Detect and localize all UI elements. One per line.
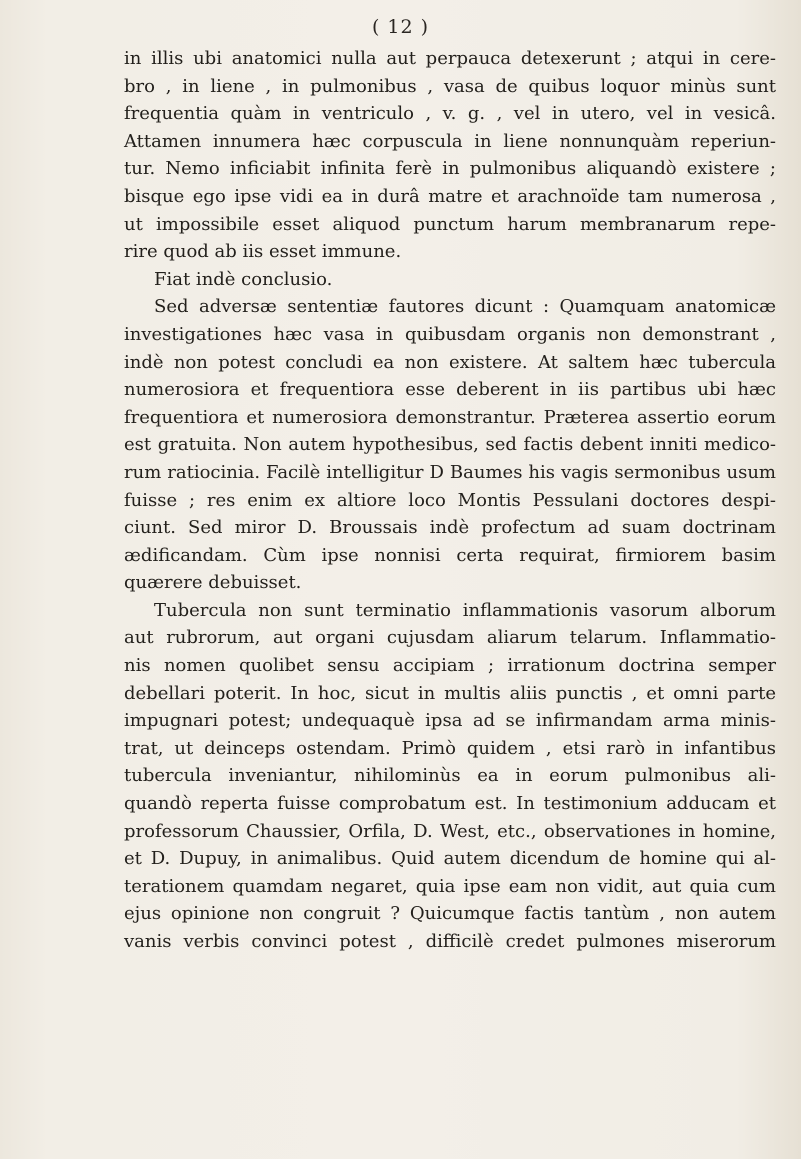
text-line: Attamen innumera hæc corpuscula in liene nonnunquàm reperiun- — [124, 130, 776, 152]
text-line: fuisse ; res enim ex altiore loco Montis Pessulani doctores despi- — [124, 489, 776, 511]
text-line: quærere debuisset. — [124, 572, 302, 594]
text-line: rum ratiocinia. Facilè intelligitur D Baumes his vagis sermonibus usum — [124, 461, 776, 483]
text-line: ejus opinione non congruit ? Quicumque factis tantùm , non autem — [124, 903, 776, 925]
text-line: nis nomen quolibet sensu accipiam ; irrationum doctrina semper — [124, 655, 776, 677]
text-line: Sed adversæ sententiæ fautores dicunt : Quamquam anatomicæ — [154, 296, 776, 318]
text-line: aut rubrorum, aut organi cujusdam aliarum telarum. Inflammatio- — [124, 627, 776, 649]
text-line: professorum Chaussier, Orfila, D. West, etc., observationes in homine, — [124, 820, 776, 842]
text-line: trat, ut deinceps ostendam. Primò quidem , etsi rarò in infantibus — [124, 737, 776, 759]
text-line: numerosiora et frequentiora esse deberent in iis partibus ubi hæc — [124, 379, 776, 401]
text-line: investigationes hæc vasa in quibusdam organis non demonstrant , — [124, 323, 776, 345]
text-line: terationem quamdam negaret, quia ipse eam non vidit, aut quia cum — [124, 875, 776, 897]
text-line: frequentia quàm in ventriculo , v. g. , vel in utero, vel in vesicâ. — [124, 103, 776, 125]
text-line: bro , in liene , in pulmonibus , vasa de quibus loquor minùs sunt — [124, 75, 776, 97]
page-number: ( 12 ) — [371, 16, 430, 38]
text-line: ut impossibile esset aliquod punctum harum membranarum repe- — [124, 213, 776, 235]
body-text — [124, 45, 776, 956]
text-line: Tubercula non sunt terminatio inflammationis vasorum alborum — [154, 599, 776, 621]
text-line: ciunt. Sed miror D. Broussais indè profectum ad suam doctrinam — [124, 517, 776, 539]
text-line: est gratuita. Non autem hypothesibus, sed factis debent inniti medico- — [124, 434, 776, 456]
text-line: frequentiora et numerosiora demonstrantur. Præterea assertio eorum — [124, 406, 776, 428]
text-line: indè non potest concludi ea non existere. At saltem hæc tubercula — [124, 351, 776, 373]
text-line: vanis verbis convinci potest , difficilè credet pulmones miserorum — [124, 931, 776, 952]
text-line: Fiat indè conclusio. — [154, 268, 333, 290]
text-line: impugnari potest; undequaquè ipsa ad se infirmandam arma minis- — [124, 710, 776, 732]
text-line: quandò reperta fuisse comprobatum est. In testimonium adducam et — [124, 793, 776, 815]
text-line: debellari poterit. In hoc, sicut in multis aliis punctis , et omni parte — [124, 682, 776, 704]
text-line: ædificandam. Cùm ipse nonnisi certa requirat, firmiorem basim — [124, 544, 776, 566]
text-line: tur. Nemo inficiabit infinita ferè in pulmonibus aliquandò existere ; — [124, 158, 776, 180]
text-line: tubercula inveniantur, nihilominùs ea in eorum pulmonibus ali- — [124, 765, 776, 787]
text-line: rire quod ab iis esset immune. — [124, 241, 402, 263]
text-line: bisque ego ipse vidi ea in durâ matre et arachnoïde tam numerosa , — [124, 185, 776, 207]
text-line: et D. Dupuy, in animalibus. Quid autem dicendum de homine qui al- — [124, 848, 776, 870]
text-line: in illis ubi anatomici nulla aut perpauca detexerunt ; atqui in cere- — [124, 48, 776, 69]
